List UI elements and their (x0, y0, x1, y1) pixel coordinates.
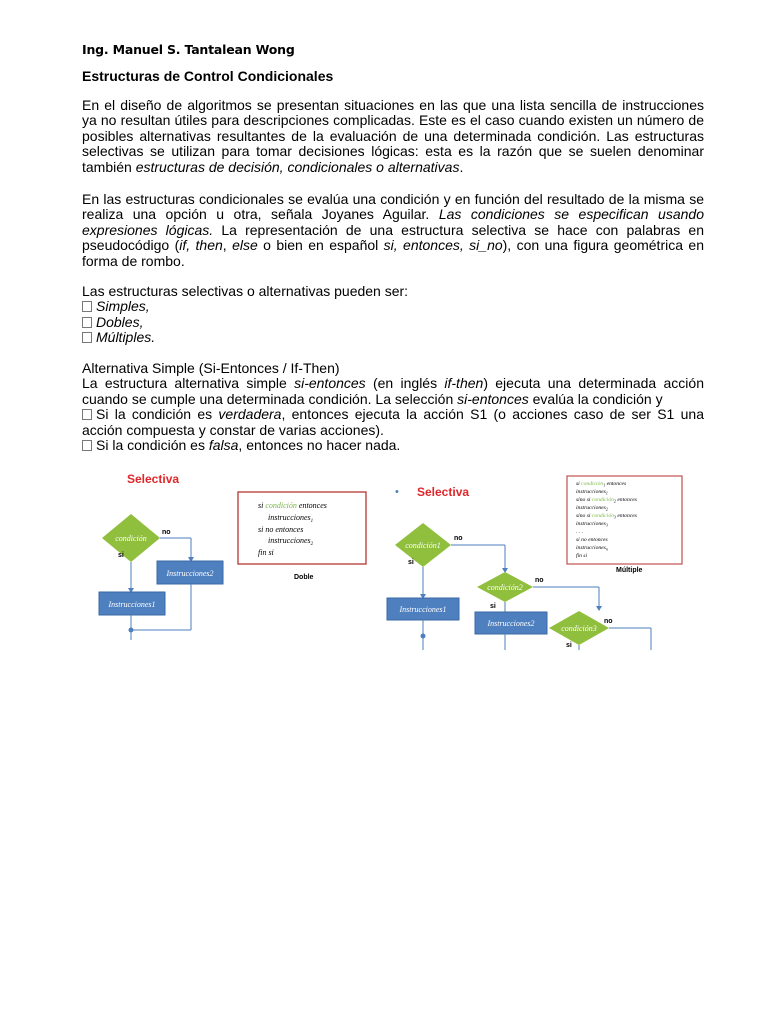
paragraph-conditions (82, 192, 704, 269)
types-intro: Las estructuras selectivas o alternativas pueden ser: (82, 283, 409, 299)
list-item-label: Múltiples. (96, 329, 156, 346)
simple-text4: evalúa la condición y (528, 390, 663, 407)
para1-text: En el diseño de algoritmos se presentan situaciones en las que una lista sencilla de instrucciones ya no resultan útiles para descripciones complicadas. Este es el caso cuando existen un número de posibles alternativas resultantes de la evaluación de una determinada condición. Las estructuras selectivas se utilizan para tomar decisiones lógicas: esta es la razón que se suelen denominar también (82, 97, 704, 175)
para2-else: else (232, 237, 258, 254)
paragraph-simple (82, 361, 704, 453)
instructions2-label: Instrucciones2 (487, 619, 535, 628)
simple-text2: (en inglés (365, 375, 445, 392)
no-label: no (162, 529, 171, 536)
no-label: no (604, 618, 613, 625)
true-text: Si la condición es (96, 406, 219, 423)
condition1-label: condición1 (405, 541, 441, 550)
list-item-label: Simples, (96, 298, 150, 315)
code-line: instrucciones$_3$ (576, 521, 608, 528)
simple-italic3: si-entonces (457, 390, 529, 407)
si-label: si (566, 642, 572, 649)
instructions1-label: Instrucciones1 (399, 605, 447, 614)
section-title: Estructuras de Control Condicionales (82, 68, 334, 84)
simple-italic2: if-then (444, 375, 484, 392)
figure-double-selection (90, 465, 390, 650)
list-item-label: Dobles, (96, 313, 144, 330)
figure-title: Selectiva (417, 485, 470, 499)
code-line: fin si (576, 553, 588, 559)
simple-text: La estructura alternativa simple (82, 375, 295, 392)
code-line: instrucciones$_n$ (576, 545, 608, 552)
code-line-1: si condición entonces (258, 501, 327, 510)
si-label: si (118, 552, 124, 559)
figure-caption: Múltiple (616, 567, 643, 574)
false-text: Si la condición es (96, 437, 209, 454)
para2-comma: , (222, 237, 233, 254)
condition-label: condición (115, 534, 147, 543)
bullet-icon (82, 409, 92, 420)
list-item (82, 299, 704, 314)
code-line: . . . (576, 529, 583, 535)
para2-if-then: if, then (179, 237, 223, 254)
code-line-3: si no entonces (258, 525, 304, 534)
true-text2: , entonces ejecuta la acción S1 (o acciones caso de ser S1 una acción compuesta y constar de varias acciones). (82, 406, 704, 438)
condition3-label: condición3 (561, 624, 597, 633)
instructions1-label: Instrucciones1 (108, 600, 156, 609)
figure-title: Selectiva (127, 472, 180, 486)
list-item (82, 330, 704, 345)
paragraph-types (82, 284, 704, 346)
para1-italic: estructuras de decisión, condicionales o alternativas (135, 158, 460, 175)
code-line: instrucciones$_2$ (576, 505, 608, 512)
code-line: sino si condición$_3$ entonces (576, 513, 637, 520)
code-line-4: instrucciones$_2$ (268, 536, 314, 547)
false-italic: falsa (208, 437, 239, 454)
bullet-icon (82, 332, 92, 343)
figure-caption: Doble (294, 574, 314, 581)
simple-text3: ) ejecuta una determinada acción cuando se cumple una determinada condición. La selección (82, 375, 704, 407)
code-line: si no entonces (576, 537, 608, 543)
para2-text: En las estructuras condicionales se evalúa una condición y en función del resultado de la misma se realiza una opción u otra, señala Joyanes Aguilar. (82, 191, 704, 223)
list-item (82, 315, 704, 330)
code-line-5: fin si (258, 548, 274, 557)
code-line: instrucciones$_1$ (576, 489, 608, 496)
no-label: no (535, 577, 544, 584)
code-line-2: instrucciones$_1$ (268, 513, 314, 524)
para2-text2: La representación de una estructura selectiva se hace con palabras en pseudocódigo ( (82, 221, 704, 254)
bullet-icon (82, 301, 92, 312)
instructions2-label: Instrucciones2 (166, 569, 214, 578)
false-text2: , entonces no hacer nada. (238, 437, 401, 454)
bullet-icon (82, 440, 92, 451)
para1-end: . (459, 158, 464, 175)
condition2-label: condición2 (487, 583, 523, 592)
para2-italic: Las condiciones se especifican usando expresiones lógicas. (82, 206, 704, 238)
true-italic: verdadera (218, 406, 282, 423)
code-line: si condición$_1$ entonces (576, 481, 627, 488)
si-label: si (490, 603, 496, 610)
para2-end: ), con una figura geométrica en forma de rombo. (82, 237, 704, 269)
si-label: si (408, 559, 414, 566)
bullet-icon (82, 317, 92, 328)
code-line: sino si condición$_2$ entonces (576, 497, 637, 504)
paragraph-intro (82, 98, 704, 175)
bullet-icon: • (395, 486, 399, 498)
author-header: Ing. Manuel S. Tantalean Wong (82, 42, 295, 57)
simple-italic: si-entonces (294, 375, 366, 392)
subsection-title: Alternativa Simple (Si-Entonces / If-Then) (82, 360, 340, 376)
figure-multiple-selection (380, 470, 690, 655)
para2-text3: o bien en español (257, 237, 384, 254)
para2-spanish: si, entonces, si_no (383, 237, 503, 254)
no-label: no (454, 535, 463, 542)
